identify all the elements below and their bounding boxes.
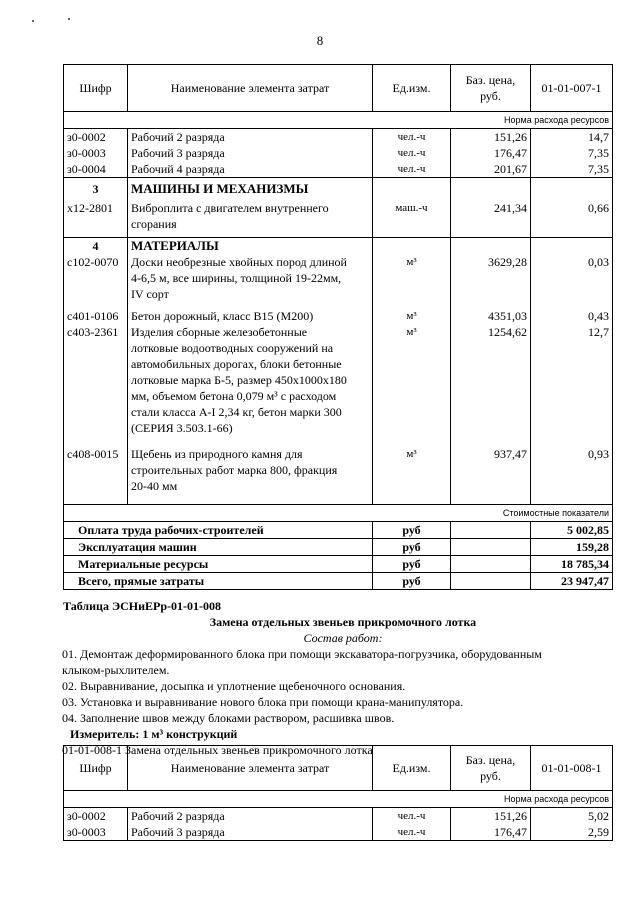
work-step: клыком-рыхлителем. [62,663,170,677]
header-norm-code: 01-01-008-1 [531,746,613,791]
row-unit: чел.-ч [373,808,451,825]
row-price: 241,34 [451,200,531,238]
section-number: 3 [64,178,128,200]
row-unit: маш.-ч [373,200,451,238]
row-code: з0-0003 [64,824,128,841]
table-row [64,324,613,446]
totals-row [64,521,613,538]
table-row [64,145,613,161]
row-name: Виброплита с двигателем внутреннего сгорания [128,200,373,238]
section-title: МАШИНЫ И МЕХАНИЗМЫ [128,178,373,200]
row-price: 1254,62 [451,324,531,446]
row-code: х12-2801 [64,200,128,238]
cost-label: Стоимостные показатели [64,504,613,521]
table2-description [63,598,623,646]
row-price: 176,47 [451,145,531,161]
row-name: Рабочий 2 разряда [128,808,373,825]
row-price: 4351,03 [451,308,531,324]
total-value: 18 785,34 [531,555,613,572]
row-code: з0-0004 [64,161,128,178]
header-code: Шифр [64,746,128,791]
norm-label-row [64,112,613,129]
row-norm: 0,43 [531,308,613,324]
norm-label: Норма расхода ресурсов [64,112,613,129]
resource-table-2 [63,745,613,841]
total-unit: руб [373,521,451,538]
row-name: Доски необрезные хвойных пород длиной 4-6,5 м, все ширины, толщиной 19-22мм, IV сорт [128,254,373,308]
row-name: Изделия сборные железобетонные лотковые водоотводных сооружений на автомобильных дорогах, блоки бетонные лотковые марка Б-5, размер 450х1000х180 мм, объемом бетона 0,079 м³ с расходом стали класса А-I 2,34 кг, бетон марки 300 (СЕРИЯ 3.503.1-66) [128,324,373,446]
row-norm: 7,35 [531,161,613,178]
header-price: Баз. цена, руб. [451,65,531,112]
row-price: 151,26 [451,808,531,825]
row-name: Рабочий 2 разряда [128,129,373,146]
norm-code-line: 01-01-008-1 Замена отдельных звеньев прикромочного лотка [62,743,373,757]
work-step: 02. Выравнивание, досыпка и уплотнение щебеночного основания. [62,679,406,693]
total-value: 159,28 [531,538,613,555]
row-unit: м³ [373,324,451,446]
row-unit: м³ [373,308,451,324]
table2-subtitle: Замена отдельных звеньев прикромочного лотка [209,615,477,629]
row-norm: 5,02 [531,808,613,825]
totals-row [64,555,613,572]
totals-row [64,572,613,589]
section-header-materials [64,238,613,255]
row-code: с403-2361 [64,324,128,446]
total-unit: руб [373,555,451,572]
row-unit: м³ [373,254,451,308]
row-unit: чел.-ч [373,161,451,178]
total-value: 23 947,47 [531,572,613,589]
header-name: Наименование элемента затрат [128,746,373,791]
table-row [64,308,613,324]
section-title: МАТЕРИАЛЫ [128,238,373,255]
row-name: Бетон дорожный, класс В15 (М200) [128,308,373,324]
total-label: Эксплуатация машин [64,538,373,555]
total-label: Оплата труда рабочих-строителей [64,521,373,538]
resource-table-1 [63,64,613,590]
table-header [64,746,613,791]
table-row [64,808,613,825]
total-unit: руб [373,572,451,589]
row-name: Рабочий 4 разряда [128,161,373,178]
row-name: Рабочий 3 разряда [128,145,373,161]
row-price: 201,67 [451,161,531,178]
table2-title: Таблица ЭСНиЕРр-01-01-008 [63,599,222,613]
header-code: Шифр [64,65,128,112]
total-label: Материальные ресурсы [64,555,373,572]
row-code: с408-0015 [64,446,128,504]
row-price: 176,47 [451,824,531,841]
section-number: 4 [64,238,128,255]
work-step: 03. Установка и выравнивание нового блока при помощи крана-манипулятора. [62,695,464,709]
composition-label: Состав работ: [303,631,383,645]
row-code: с401-0106 [64,308,128,324]
table-row [64,254,613,308]
totals-row [64,538,613,555]
row-price: 151,26 [451,129,531,146]
row-code: с102-0070 [64,254,128,308]
row-norm: 0,66 [531,200,613,238]
row-code: з0-0002 [64,129,128,146]
row-code: з0-0002 [64,808,128,825]
header-norm-code: 01-01-007-1 [531,65,613,112]
row-norm: 0,03 [531,254,613,308]
norm-label: Норма расхода ресурсов [64,791,613,808]
measure-unit: Измеритель: 1 м³ конструкций [70,727,238,741]
table-row [64,200,613,238]
row-unit: чел.-ч [373,129,451,146]
page-number: 8 [316,33,324,48]
section-header-machines [64,178,613,200]
row-unit: м³ [373,446,451,504]
table-row [64,129,613,146]
cost-label-row [64,504,613,521]
row-name: Щебень из природного камня для строительных работ марка 800, фракция 20-40 мм [128,446,373,504]
header-unit: Ед.изм. [373,65,451,112]
row-price: 937,47 [451,446,531,504]
norm-label-row [64,791,613,808]
table-header [64,65,613,112]
table-row [64,446,613,504]
row-norm: 0,93 [531,446,613,504]
row-unit: чел.-ч [373,824,451,841]
total-unit: руб [373,538,451,555]
row-code: з0-0003 [64,145,128,161]
header-price: Баз. цена, руб. [451,746,531,791]
work-steps [62,646,632,758]
row-price: 3629,28 [451,254,531,308]
row-unit: чел.-ч [373,145,451,161]
row-name: Рабочий 3 разряда [128,824,373,841]
header-name: Наименование элемента затрат [128,65,373,112]
table-row [64,161,613,178]
header-unit: Ед.изм. [373,746,451,791]
row-norm: 14,7 [531,129,613,146]
row-norm: 2,59 [531,824,613,841]
work-step: 01. Демонтаж деформированного блока при помощи экскаватора-погрузчика, оборудованным [62,647,542,661]
total-value: 5 002,85 [531,521,613,538]
table-row [64,824,613,841]
row-norm: 12,7 [531,324,613,446]
row-norm: 7,35 [531,145,613,161]
total-label: Всего, прямые затраты [64,572,373,589]
work-step: 04. Заполнение швов между блоками раствором, расшивка швов. [62,711,395,725]
